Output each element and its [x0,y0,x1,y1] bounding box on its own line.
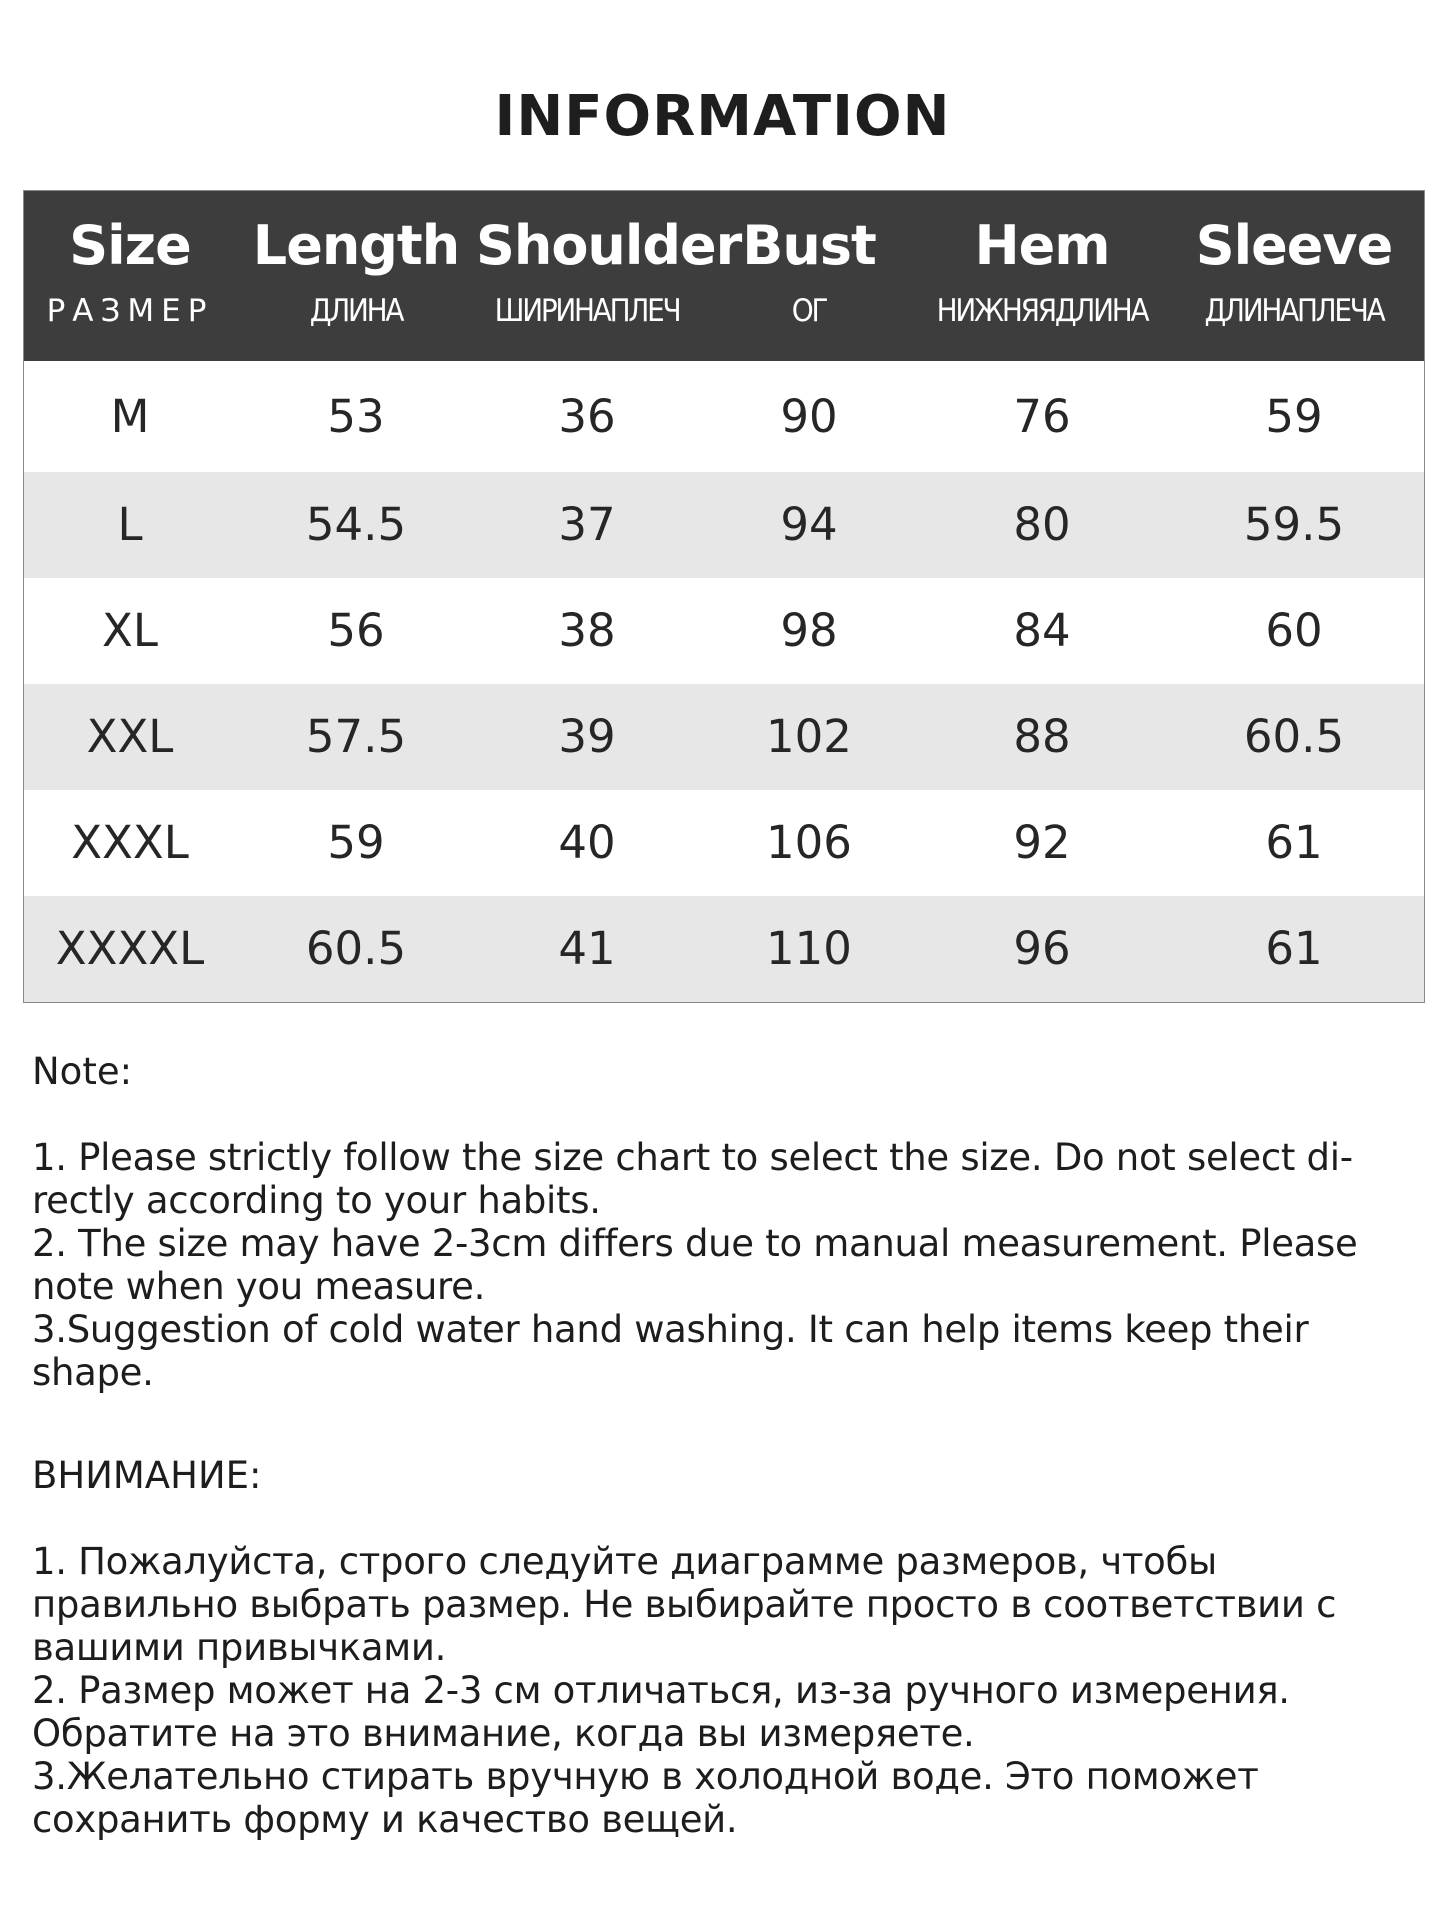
cell-hem: 92 [1013,816,1071,869]
ru-note-item: 3.Желательно стирать вручную в холодной воде. Это поможет сохранить форму и качество вещей. [32,1755,1259,1841]
cell-shoulder: 39 [558,710,616,763]
cell-length: 53 [327,389,385,443]
table-row [24,472,1424,578]
table-row [24,578,1424,684]
ru-note-item: 2. Размер может на 2-3 см отличаться, из-за ручного измерения. Обратите на это внимание, когда вы измеряете. [32,1669,1290,1755]
cell-shoulder: 41 [558,922,616,975]
header-hem-ru: НИЖНЯЯДЛИНА [936,293,1148,329]
header-length [236,191,476,361]
cell-hem: 96 [1013,922,1071,975]
header-hem-en: Hem [974,214,1110,277]
cell-bust: 94 [780,498,838,551]
cell-size: L [117,498,143,551]
header-sleeve-ru: ДЛИНАПЛЕЧА [1204,293,1384,329]
cell-sleeve: 59.5 [1243,498,1345,551]
page-title: INFORMATION [494,84,951,149]
header-sleeve [1164,191,1424,361]
notes-list [32,1136,1422,1394]
size-chart-table [23,190,1425,1003]
header-bust [698,191,920,361]
header-length-en: Length [252,214,460,277]
cell-sleeve: 60 [1265,604,1323,657]
cell-sleeve: 61 [1265,816,1323,869]
cell-shoulder: 40 [558,816,616,869]
cell-hem: 84 [1013,604,1071,657]
cell-size: XXXL [71,816,189,869]
cell-size: XXXXL [55,922,205,975]
table-row [24,361,1424,472]
cell-size: XL [102,604,158,657]
header-shoulder-ru: ШИРИНАПЛЕЧ [494,293,680,329]
cell-sleeve: 59 [1265,389,1323,443]
note-item: 2. The size may have 2-3cm differs due to manual measurement. Please note when you measure. [32,1222,1358,1308]
cell-hem: 76 [1013,389,1071,443]
cell-bust: 90 [780,389,838,443]
table-row [24,790,1424,896]
cell-length: 57.5 [305,710,407,763]
header-length-ru: ДЛИНА [309,293,403,329]
cell-length: 54.5 [305,498,407,551]
cell-sleeve: 60.5 [1243,710,1345,763]
table-header [24,191,1424,361]
header-shoulder [476,191,742,361]
cell-bust: 110 [766,922,852,975]
header-size-ru: РАЗМЕР [46,293,214,329]
cell-size: M [110,389,150,443]
cell-shoulder: 37 [558,498,616,551]
header-bust-en: Bust [742,214,876,277]
header-size-en: Size [69,214,191,277]
ru-note-item: 1. Пожалуйста, строго следуйте диаграмме размеров, чтобы правильно выбрать размер. Не выбирайте просто в соответствии с вашими привычками. [32,1540,1337,1669]
cell-shoulder: 38 [558,604,616,657]
note-item: 1. Please strictly follow the size chart to select the size. Do not select di-rectly according to your habits. [32,1136,1353,1222]
cell-hem: 80 [1013,498,1071,551]
cell-length: 59 [327,816,385,869]
header-bust-ru: ОГ [791,293,827,329]
ru-notes-list [32,1540,1422,1841]
cell-hem: 88 [1013,710,1071,763]
header-shoulder-en: Shoulder [476,214,742,277]
cell-shoulder: 36 [558,389,616,443]
header-sleeve-en: Sleeve [1195,214,1393,277]
header-size [24,191,236,361]
ru-notes-heading: ВНИМАНИЕ: [32,1454,262,1497]
notes-heading: Note: [32,1050,133,1093]
cell-length: 56 [327,604,385,657]
cell-bust: 98 [780,604,838,657]
note-item: 3.Suggestion of cold water hand washing. It can help items keep their shape. [32,1308,1309,1394]
cell-bust: 106 [766,816,852,869]
cell-sleeve: 61 [1265,922,1323,975]
cell-length: 60.5 [305,922,407,975]
header-hem [920,191,1164,361]
cell-size: XXL [86,710,174,763]
table-row [24,684,1424,790]
notes-section [32,1048,1422,1841]
table-row [24,896,1424,1002]
cell-bust: 102 [766,710,852,763]
